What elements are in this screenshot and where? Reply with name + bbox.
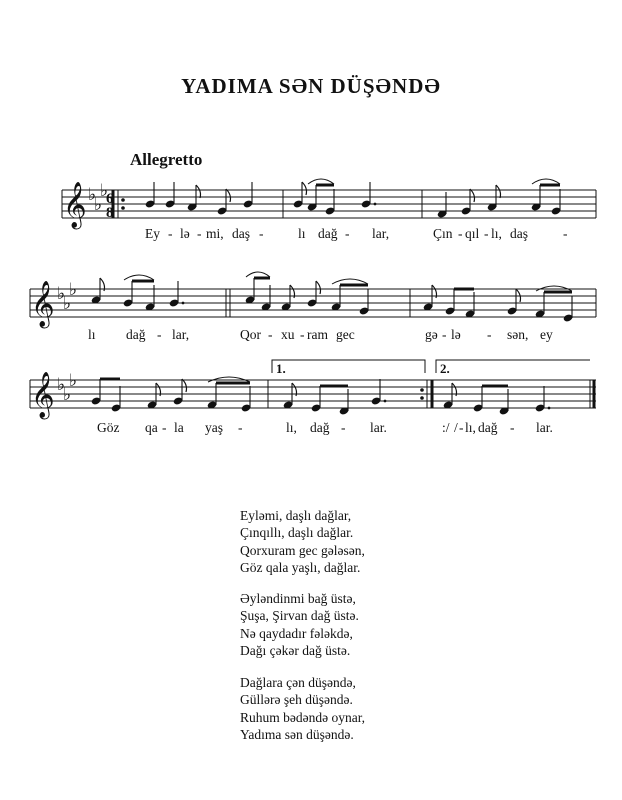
slur [124, 275, 154, 280]
lyric-hyphen: - [268, 327, 273, 342]
staff-system-3 [30, 360, 596, 408]
lyric-syllable: Çın [433, 226, 453, 241]
note-dot [548, 407, 551, 410]
lyric-hyphen: - [162, 420, 167, 435]
lyric-syllable: dağ [310, 420, 330, 435]
lyric-syllable: dağ [478, 420, 498, 435]
note-flag [226, 189, 231, 202]
volta-first-label: 1. [276, 361, 286, 376]
lyric-hyphen: - [459, 420, 464, 435]
lyric-hyphen: - [168, 226, 173, 241]
lyric-syllable: la [174, 420, 184, 435]
lyric-hyphen: - [197, 226, 202, 241]
treble-clef-icon: 𝄞 [63, 182, 87, 228]
svg-text:♭: ♭ [69, 280, 78, 300]
lyric-syllable: lı, [465, 420, 476, 435]
stanza-1 [240, 507, 365, 576]
lyric-syllable: qıl [465, 226, 480, 241]
lyric-syllable: daş [232, 226, 250, 241]
lyric-syllable: lə [451, 327, 461, 342]
volta-second-label: 2. [440, 361, 450, 376]
slur [532, 179, 560, 184]
time-signature-bottom: 8 [106, 205, 114, 221]
stanza-line: Nə qaydadır fələkdə, [240, 625, 353, 641]
lyric-syllable: Ey [145, 226, 160, 241]
lyric-syllable: yaş [205, 420, 223, 435]
note-flag [182, 379, 187, 392]
stanza-line: Əyləndinmi bağ üstə, [240, 591, 356, 606]
slur [332, 279, 368, 284]
svg-text:♭: ♭ [94, 195, 103, 215]
lyric-syllable: lar, [172, 327, 190, 342]
note-flag [496, 185, 501, 198]
stanza-line: Çınqıllı, daşlı dağlar. [240, 525, 354, 541]
svg-text:♭: ♭ [63, 294, 72, 314]
lyric-syllable: lı [88, 327, 96, 342]
stanza-line: Göz qala yaşlı, dağlar. [240, 559, 361, 575]
lyric-syllable: lar. [370, 420, 387, 435]
tempo-marking: Allegretto [130, 150, 203, 169]
stanza-line: Eyləmi, daşlı dağlar, [240, 508, 352, 523]
lyric-syllable: qa [145, 420, 158, 435]
lyric-syllable: lə [180, 226, 190, 241]
svg-text:♭: ♭ [88, 185, 97, 205]
stanza-line: Qorxuram gec gələsən, [240, 542, 365, 558]
note-flag [302, 182, 307, 195]
lyric-syllable: gec [336, 327, 355, 342]
lyric-syllable: dağ [126, 327, 146, 342]
lyric-syllable: xu [281, 327, 295, 342]
slur [308, 179, 334, 184]
lyric-syllable: daş [510, 226, 528, 241]
lyric-hyphen: - [487, 327, 492, 342]
treble-clef-icon: 𝄞 [31, 372, 55, 418]
note-flag [316, 281, 321, 294]
lyric-syllable: ey [540, 327, 553, 342]
lyric-syllable: sən, [507, 327, 529, 342]
lyric-hyphen: - [238, 420, 243, 435]
svg-text:♭: ♭ [100, 181, 109, 201]
lyric-syllable: lar. [536, 420, 553, 435]
lyric-syllable: Göz [97, 420, 120, 435]
note-flag [196, 185, 201, 198]
lyric-syllable: lı, [286, 420, 297, 435]
lyric-syllable: lı, [491, 226, 502, 241]
lyric-hyphen: - [484, 226, 489, 241]
lyric-syllable: ram [307, 327, 328, 342]
note-dot [182, 302, 185, 305]
lyric-syllable: Qor [240, 327, 261, 342]
stanza-line: Ruhum bədəndə oynar, [240, 709, 366, 725]
note-dot [374, 203, 377, 206]
lyric-hyphen: - [345, 226, 350, 241]
stanza-3 [240, 674, 365, 743]
stanza-2 [240, 590, 359, 659]
lyric-syllable: mi, [206, 226, 224, 241]
lyric-syllable: dağ [318, 226, 338, 241]
lyric-hyphen: - [563, 226, 568, 241]
lyric-repeat-mark: :/ [442, 420, 450, 435]
svg-text:♭: ♭ [57, 284, 66, 304]
lyric-hyphen: - [259, 226, 264, 241]
note-dot [384, 400, 387, 403]
time-signature-top: 6 [106, 191, 114, 207]
lyric-hyphen: - [341, 420, 346, 435]
svg-text:♭: ♭ [57, 375, 66, 395]
stanza-line: Yadıma sən düşəndə. [240, 726, 354, 742]
treble-clef-icon: 𝄞 [31, 281, 55, 327]
stanza-line: Şuşa, Şirvan dağ üstə. [240, 608, 359, 624]
lyric-hyphen: - [442, 327, 447, 342]
stanza-line: Güllərə şeh düşəndə. [240, 692, 353, 708]
note-flag [470, 189, 475, 202]
lyric-hyphen: - [300, 327, 305, 342]
svg-text:♭: ♭ [63, 385, 72, 405]
lyric-syllable: lar, [372, 226, 390, 241]
stanza-line: Dağlara çən düşəndə, [240, 675, 356, 690]
lyric-hyphen: - [458, 226, 463, 241]
slur [246, 272, 270, 277]
svg-text:♭: ♭ [69, 371, 78, 391]
lyric-syllable: lı [298, 226, 306, 241]
lyric-repeat-mark: / [454, 420, 458, 435]
lyric-hyphen: - [157, 327, 162, 342]
lyric-syllable: gə [425, 327, 438, 342]
song-title: YADIMA SƏN DÜŞƏNDƏ [181, 74, 441, 98]
lyric-hyphen: - [510, 420, 515, 435]
stanza-line: Dağı çəkər dağ üstə. [240, 642, 351, 658]
